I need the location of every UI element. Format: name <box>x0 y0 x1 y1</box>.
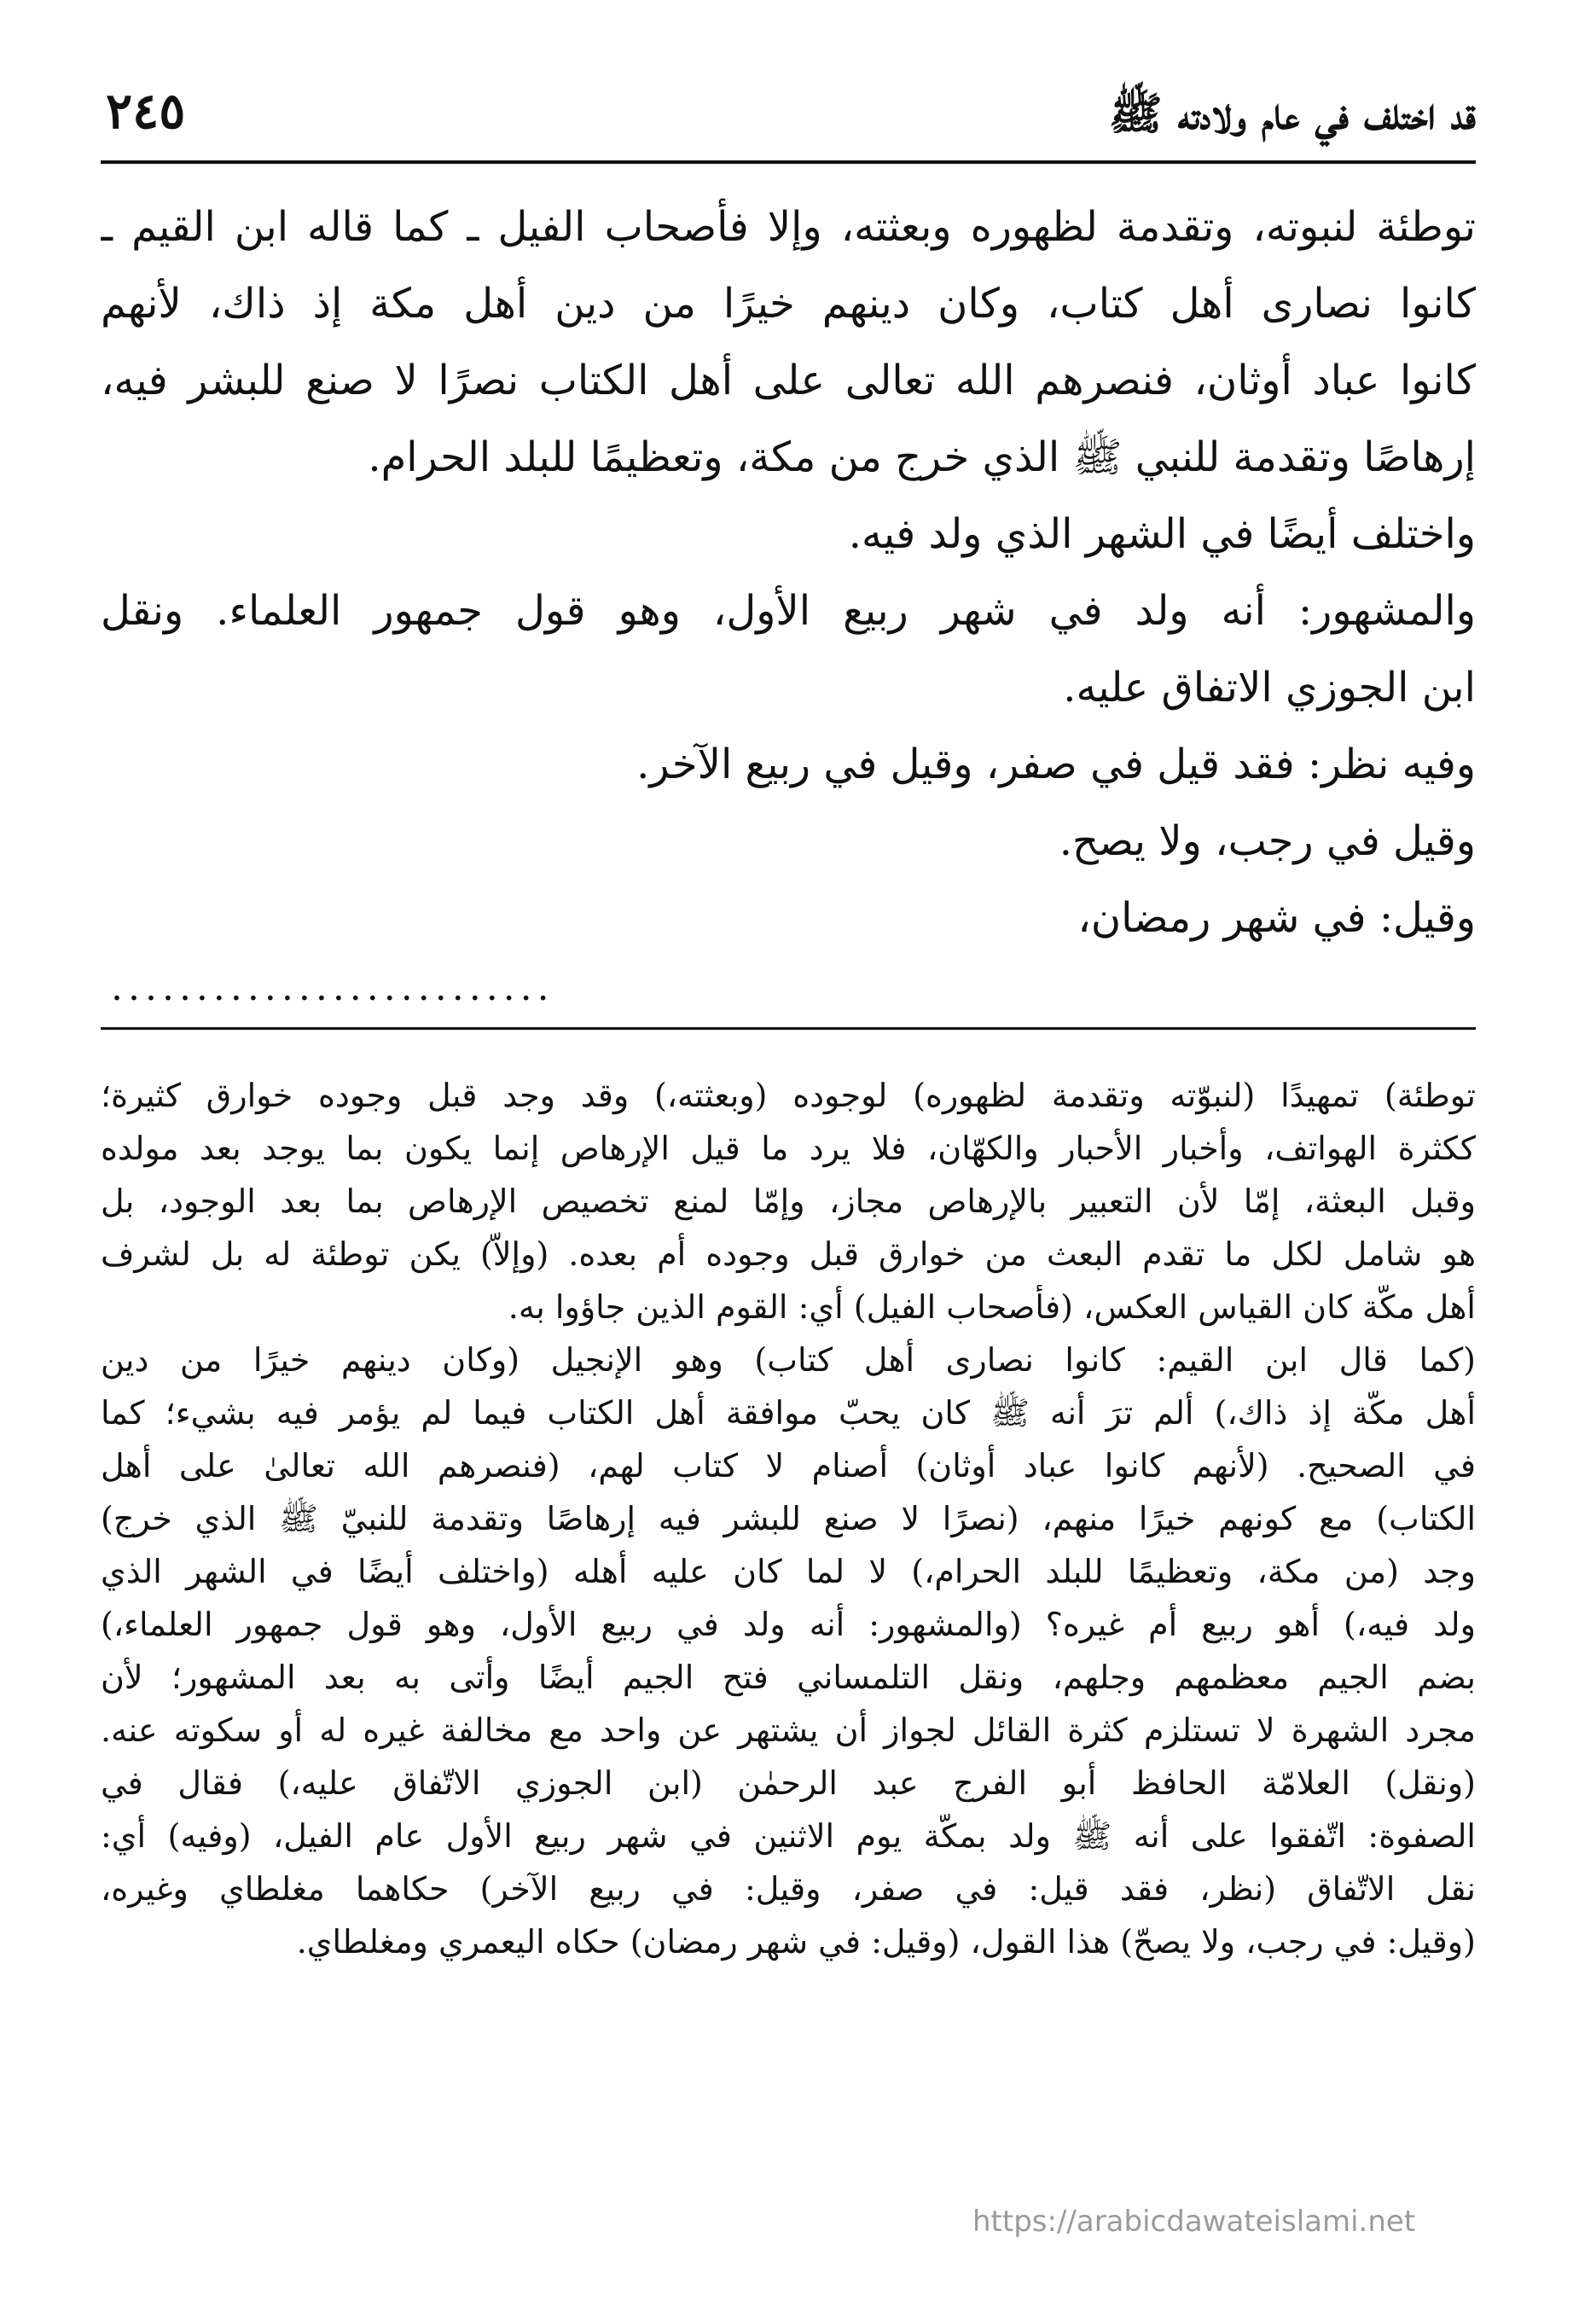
commentary-line: أهل مكّة كان القياس العكس، (فأصحاب الفيل) أي: القوم الذين جاؤوا به. <box>508 1288 1476 1326</box>
commentary-line: ككثرة الهواتف، وأخبار الأحبار والكهّان، فلا يرد ما قيل الإرهاص إنما يكون بما يوجد بعد مولده <box>101 1130 1476 1167</box>
commentary-line: ولد فيه،) أهو ربيع أم غيره؟ (والمشهور: أنه ولد في ربيع الأول، وهو قول جمهور العلماء،) <box>101 1606 1476 1643</box>
main-line: إرهاصًا وتقدمة للنبي ﷺ الذي خرج من مكة، وتعظيمًا للبلد الحرام. <box>368 433 1476 481</box>
commentary-line: في الصحيح. (لأنهم كانوا عباد أوثان) أصنام لا كتاب لهم، (فنصرهم الله تعالىٰ على أهل <box>101 1447 1476 1484</box>
commentary-line: (ونقل) العلامّة الحافظ أبو الفرج عبد الرحمٰن (ابن الجوزي الاتّفاق عليه،) فقال في <box>101 1764 1476 1802</box>
main-line: كانوا عباد أوثان، فنصرهم الله تعالى على أهل الكتاب نصرًا لا صنع للبشر فيه، <box>101 357 1476 404</box>
commentary-line: مجرد الشهرة لا تستلزم كثرة القائل لجواز أن يشتهر عن واحد مع مخالفة غيره له أو سكوته عنه. <box>101 1711 1476 1749</box>
main-line: وقيل: في شهر رمضان، <box>1077 894 1476 942</box>
commentary-line: أهل مكّة إذ ذاك،) ألم ترَ أنه ﷺ كان يحبّ موافقة أهل الكتاب فيما لم يؤمر فيه بشيء؛ كما <box>101 1394 1476 1432</box>
main-line: ابن الجوزي الاتفاق عليه. <box>1063 664 1476 712</box>
header-rule <box>101 160 1476 164</box>
commentary-line: وجد (من مكة، وتعظيمًا للبلد الحرام،) لا لما كان عليه أهله (واختلف أيضًا في الشهر الذي <box>101 1553 1476 1590</box>
book-page <box>101 0 1476 2324</box>
commentary-line: وقبل البعثة، إمّا لأن التعبير بالإرهاص مجاز، وإمّا لمنع تخصيص الإرهاص بما بعد الوجود، بل <box>101 1182 1476 1220</box>
separator-rule <box>101 1027 1476 1030</box>
main-line: توطئة لنبوته، وتقدمة لظهوره وبعثته، وإلا فأصحاب الفيل ـ كما قاله ابن القيم ـ <box>101 203 1476 251</box>
commentary-line: الصفوة: اتّفقوا على أنه ﷺ ولد بمكّة يوم الاثنين في شهر ربيع الأول عام الفيل، (وفيه) أي: <box>101 1817 1476 1855</box>
page-header <box>101 78 1476 155</box>
continuation-dots: .......................... <box>111 966 554 1009</box>
commentary-line: (وقيل: في رجب، ولا يصحّ) هذا القول، (وقيل: في شهر رمضان) حكاه اليعمري ومغلطاي. <box>296 1923 1476 1961</box>
commentary-line: بضم الجيم معظمهم وجلهم، ونقل التلمساني فتح الجيم أيضًا وأتى به بعد المشهور؛ لأن <box>101 1659 1476 1696</box>
commentary-line: الكتاب) مع كونهم خيرًا منهم، (نصرًا لا صنع للبشر فيه إرهاصًا وتقدمة للنبيّ ﷺ الذي خرج) <box>101 1500 1476 1537</box>
commentary-line: نقل الاتّفاق (نظر، فقد قيل: في صفر، وقيل: في ربيع الآخر) حكاهما مغلطاي وغيره، <box>101 1870 1476 1908</box>
commentary-line: توطئة) تمهيدًا (لنبوّته وتقدمة لظهوره) لوجوده (وبعثته،) وقد وجد قبل وجوده خوارق كثيرة؛ <box>101 1077 1476 1114</box>
main-text <box>101 196 1476 964</box>
main-line: كانوا نصارى أهل كتاب، وكان دينهم خيرًا من دين أهل مكة إذ ذاك، لأنهم <box>101 280 1476 328</box>
watermark-url: https://arabicdawateislami.net <box>972 2205 1416 2239</box>
main-line: والمشهور: أنه ولد في شهر ربيع الأول، وهو قول جمهور العلماء. ونقل <box>101 587 1476 635</box>
main-line: واختلف أيضًا في الشهر الذي ولد فيه. <box>848 510 1476 558</box>
commentary-line: (كما قال ابن القيم: كانوا نصارى أهل كتاب) وهو الإنجيل (وكان دينهم خيرًا من دين <box>101 1341 1476 1379</box>
page-number: ٢٤٥ <box>106 82 186 140</box>
commentary-text <box>101 1073 1476 1972</box>
main-line: وفيه نظر: فقد قيل في صفر، وقيل في ربيع الآخر. <box>636 741 1476 788</box>
main-line: وقيل في رجب، ولا يصح. <box>1059 817 1476 865</box>
running-title: قد اختلف في عام ولادته ﷺ <box>1108 88 1476 140</box>
commentary-line: هو شامل لكل ما تقدم البعث من خوارق قبل وجوده أم بعده. (وإلاّ) يكن توطئة له بل لشرف <box>101 1235 1476 1273</box>
